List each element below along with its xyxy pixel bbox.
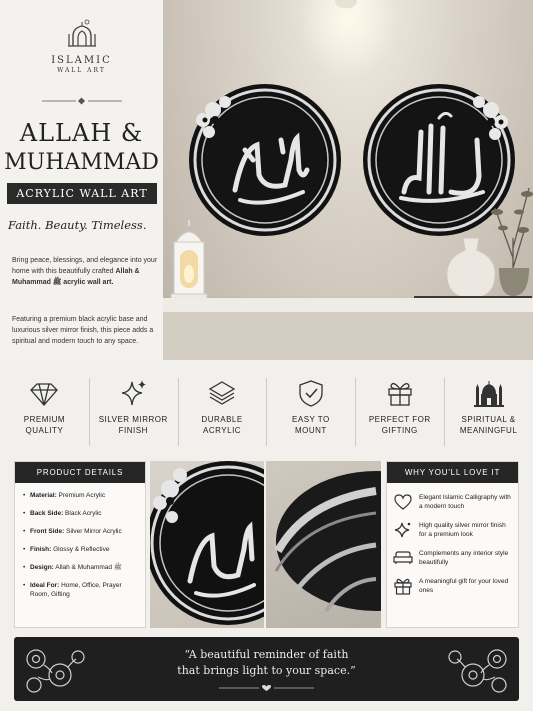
quote-text	[104, 647, 429, 679]
lantern-decor	[166, 218, 212, 302]
acrylic-edge-closeup	[266, 461, 381, 628]
detail-value: Home, Office, Prayer Room, Gifting	[30, 582, 122, 598]
feature-spiritual	[444, 368, 533, 456]
muhammad-plaque	[185, 80, 345, 240]
console-table	[163, 312, 533, 360]
diamond-icon	[29, 378, 59, 408]
heart-icon	[393, 493, 413, 511]
detail-key: Back Side:	[30, 510, 64, 517]
feature-label-line1: PERFECT FOR	[368, 415, 431, 424]
sparkle-icon	[118, 378, 148, 408]
why-love-list	[387, 483, 518, 595]
quote-banner	[14, 637, 519, 701]
feature-label-line1: SILVER MIRROR	[98, 415, 168, 424]
mosque-dome-icon	[65, 18, 99, 52]
product-lifestyle-photo	[163, 0, 533, 360]
detail-key: Ideal For:	[30, 582, 60, 589]
why-love-text: Complements any interior style beautifully	[419, 550, 509, 566]
mosque-icon	[473, 378, 505, 408]
product-subtitle: ACRYLIC WALL ART	[7, 183, 157, 204]
shield-check-icon	[296, 378, 326, 408]
feature-label	[355, 414, 444, 436]
feature-label-line2: MEANINGFUL	[459, 426, 518, 435]
feature-label-line2: QUALITY	[25, 426, 64, 435]
list-item	[393, 549, 512, 567]
shelf	[163, 298, 533, 312]
closeup-photo-front	[150, 461, 264, 628]
list-item	[23, 563, 138, 572]
feature-label-line2: FINISH	[118, 426, 148, 435]
description-text: Bring peace, blessings, and elegance into your home with this beautifully crafted	[12, 257, 158, 275]
floral-ornament-left	[18, 639, 90, 699]
feature-label	[89, 414, 178, 436]
feature-gifting	[355, 368, 444, 456]
list-item	[23, 545, 138, 554]
feature-label-line1: DURABLE	[201, 415, 243, 424]
detail-value: Glossy & Reflective	[51, 546, 110, 553]
feature-label-line1: EASY TO	[292, 415, 330, 424]
description-paragraph-1	[12, 255, 162, 288]
heart-divider	[219, 684, 314, 692]
list-item	[23, 527, 138, 536]
product-details-heading: PRODUCT DETAILS	[15, 462, 145, 483]
list-item	[393, 493, 512, 511]
detail-key: Design:	[30, 564, 54, 571]
sofa-icon	[393, 549, 413, 567]
feature-label-line1: SPIRITUAL &	[461, 415, 516, 424]
detail-key: Material:	[30, 492, 57, 499]
floral-ornament-right	[443, 639, 515, 699]
plant-decor	[485, 168, 533, 296]
feature-label-line2: MOUNT	[294, 426, 327, 435]
list-item	[393, 521, 512, 539]
why-love-text: High quality silver mirror finish for a premium look	[419, 522, 506, 538]
why-love-panel	[386, 461, 519, 628]
tagline: Faith. Beauty. Timeless.	[8, 218, 147, 232]
feature-label	[444, 414, 533, 436]
quote-line2: that brings light to your space.”	[177, 664, 356, 677]
why-love-text: A meaningful gift for your loved ones	[419, 578, 509, 594]
gift-icon	[393, 577, 413, 595]
description-bold-text: Allah & Muhammad ﷺ acrylic wall art.	[12, 268, 140, 286]
list-item	[23, 491, 138, 500]
feature-premium-quality	[0, 368, 89, 456]
detail-key: Front Side:	[30, 528, 65, 535]
list-item	[23, 509, 138, 518]
product-details-panel	[14, 461, 146, 628]
brand-name-line1: ISLAMIC	[51, 55, 112, 66]
features-row	[0, 368, 533, 456]
detail-value: Premium Acrylic	[56, 492, 106, 499]
feature-label-line2: ACRYLIC	[203, 426, 242, 435]
detail-value: Black Acrylic	[63, 510, 102, 517]
feature-label	[0, 414, 89, 436]
brand-name-line2: WALL ART	[57, 67, 106, 74]
why-love-heading: WHY YOU'LL LOVE IT	[387, 462, 518, 483]
feature-durable-acrylic	[178, 368, 267, 456]
feature-label-line1: PREMIUM	[23, 415, 66, 424]
feature-label	[178, 414, 267, 436]
layers-icon	[207, 378, 237, 408]
feature-label	[266, 414, 355, 436]
quote-line1: “A beautiful reminder of faith	[184, 648, 349, 661]
feature-silver-mirror	[89, 368, 178, 456]
ornament-divider	[42, 97, 122, 105]
product-title-line1: ALLAH &	[19, 119, 144, 147]
hero-text-panel	[0, 0, 163, 360]
feature-easy-mount	[266, 368, 355, 456]
why-love-text: Elegant Islamic Calligraphy with a modern touch	[419, 494, 511, 510]
gift-icon	[385, 378, 415, 408]
closeup-photo-edge	[266, 461, 381, 628]
sparkle-icon	[393, 521, 413, 539]
list-item	[23, 581, 138, 599]
detail-value: Allah & Muhammad ﷺ	[53, 564, 122, 571]
product-title-line2: MUHAMMAD	[4, 150, 159, 175]
muhammad-plaque-closeup	[150, 461, 264, 628]
detail-key: Finish:	[30, 546, 52, 553]
list-item	[393, 577, 512, 595]
detail-value: Silver Mirror Acrylic	[64, 528, 122, 535]
brand-logo	[0, 18, 163, 74]
description-paragraph-2: Featuring a premium black acrylic base and luxurious silver mirror finish, this piece adds a spiritual and modern touch to any space.	[12, 316, 154, 345]
product-details-list	[15, 483, 145, 599]
feature-label-line2: GIFTING	[381, 426, 418, 435]
light-glow	[298, 0, 398, 80]
